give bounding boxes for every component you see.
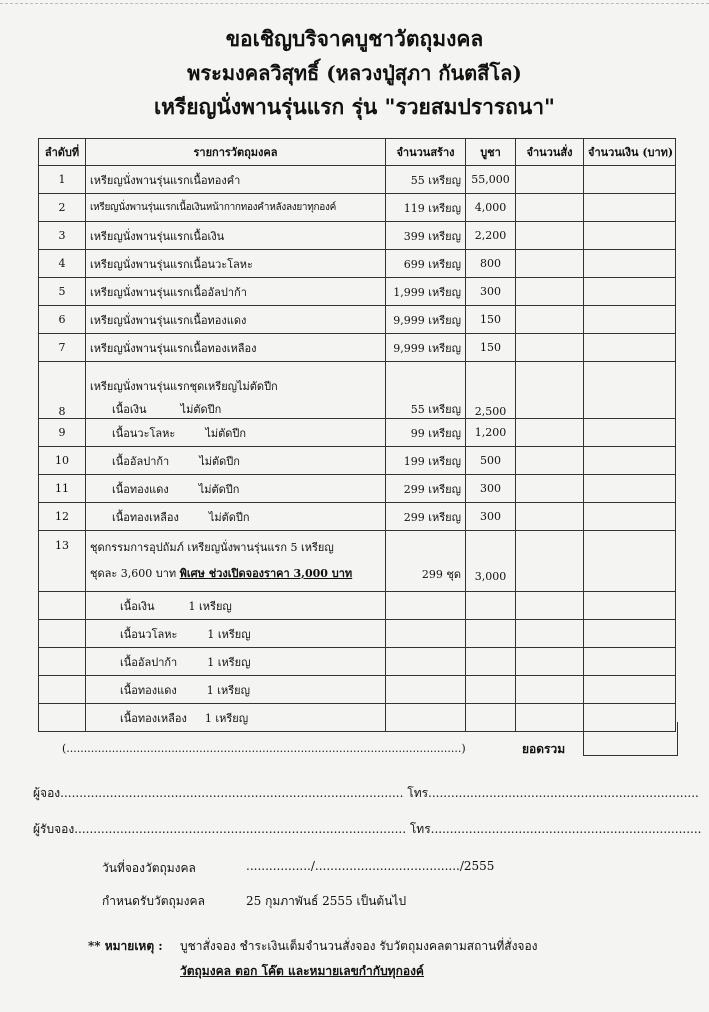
- price: 500: [466, 447, 516, 475]
- total-amount-box[interactable]: [583, 722, 678, 756]
- group-heading: เหรียญนั่งพานรุ่นแรกชุดเหรียญไม่ตัดปีก: [90, 380, 278, 393]
- set-item: [86, 592, 386, 620]
- order-qty-cell[interactable]: [516, 250, 584, 278]
- quantity-made: 299 เหรียญ: [386, 475, 466, 503]
- note-line-2: วัตถุมงคล ตอก โค๊ต และหมายเลขกำกับทุกองค์: [180, 964, 424, 978]
- set-item: [86, 648, 386, 676]
- quantity-made: 9,999 เหรียญ: [386, 306, 466, 334]
- order-qty-cell[interactable]: [516, 278, 584, 306]
- table-row: [39, 250, 676, 278]
- item-name: เหรียญนั่งพานรุ่นแรกเนื้อทองคำ: [86, 166, 386, 194]
- row-number: 5: [39, 278, 86, 306]
- item-material: เนื้ออัลปาก้า: [112, 454, 170, 468]
- set-item-count: 1 เหรียญ: [204, 711, 249, 725]
- item-name: เหรียญนั่งพานรุ่นแรกเนื้ออัลปาก้า: [86, 278, 386, 306]
- amount-cell[interactable]: [584, 531, 676, 592]
- table-row: [39, 447, 676, 475]
- table-row: [39, 334, 676, 362]
- order-qty-cell[interactable]: [516, 447, 584, 475]
- table-row: [39, 419, 676, 447]
- row-number: 8: [39, 362, 86, 419]
- order-qty-cell[interactable]: [516, 362, 584, 419]
- price: 2,500: [466, 362, 516, 419]
- item-name: เหรียญนั่งพานรุ่นแรกเนื้อนวะโลหะ: [86, 250, 386, 278]
- amount-in-words-field[interactable]: (.................................................................................................................): [62, 742, 466, 755]
- row-number: 1: [39, 166, 86, 194]
- item-note: ไม่ตัดปีก: [208, 510, 250, 524]
- price: 300: [466, 475, 516, 503]
- set-description: ชุดกรรมการอุปถัมภ์ เหรียญนั่งพานรุ่นแรก 5 เหรียญ: [90, 541, 334, 554]
- order-qty-cell[interactable]: [516, 531, 584, 592]
- set-special-price: พิเศษ ช่วงเปิดจองราคา 3,000 บาท: [179, 567, 353, 580]
- order-qty-cell[interactable]: [516, 334, 584, 362]
- item-material: เนื้อทองแดง: [112, 482, 169, 496]
- order-qty-cell[interactable]: [516, 306, 584, 334]
- set-item-material: เนื้อนวโลหะ: [120, 627, 178, 641]
- title-line-1: ขอเชิญบริจาคบูชาวัตถุมงคล: [225, 26, 484, 51]
- item-name: [86, 475, 386, 503]
- price: 300: [466, 278, 516, 306]
- item-note: ไม่ตัดปีก: [180, 403, 222, 416]
- table-row: [39, 222, 676, 250]
- title-line-3: เหรียญนั่งพานรุ่นแรก รุ่น "รวยสมปรารถนา": [154, 94, 555, 119]
- quantity-made: 199 เหรียญ: [386, 447, 466, 475]
- table-row: [39, 676, 676, 704]
- top-dashed-border: [0, 3, 709, 4]
- amount-cell[interactable]: [584, 250, 676, 278]
- order-qty-cell[interactable]: [516, 419, 584, 447]
- item-name: เหรียญนั่งพานรุ่นแรกเนื้อทองเหลือง: [86, 334, 386, 362]
- row-number: 11: [39, 475, 86, 503]
- price: 800: [466, 250, 516, 278]
- item-note: ไม่ตัดปีก: [199, 454, 240, 468]
- item-note: ไม่ตัดปีก: [198, 482, 240, 496]
- item-name: [86, 362, 386, 419]
- set-item-count: 1 เหรียญ: [206, 683, 250, 697]
- price: 150: [466, 334, 516, 362]
- row-number: 4: [39, 250, 86, 278]
- price: 2,200: [466, 222, 516, 250]
- table-row: [39, 306, 676, 334]
- order-qty-cell[interactable]: [516, 475, 584, 503]
- note-line-1: บูชาสั่งจอง ชำระเงินเต็มจำนวนสั่งจอง รับวัตถุมงคลตามสถานที่สั่งจอง: [180, 939, 538, 953]
- row-number: 7: [39, 334, 86, 362]
- amount-cell[interactable]: [584, 278, 676, 306]
- quantity-made: 299 เหรียญ: [386, 503, 466, 531]
- order-qty-cell[interactable]: [516, 194, 584, 222]
- quantity-made: 399 เหรียญ: [386, 222, 466, 250]
- row-number: 6: [39, 306, 86, 334]
- price: 300: [466, 503, 516, 531]
- order-qty-cell[interactable]: [516, 503, 584, 531]
- table-row: [39, 503, 676, 531]
- price: 4,000: [466, 194, 516, 222]
- quantity-made: 699 เหรียญ: [386, 250, 466, 278]
- set-item-count: 1 เหรียญ: [207, 655, 251, 669]
- item-material: เนื้อทองเหลือง: [112, 510, 179, 524]
- pickup-date: 25 กุมภาพันธ์ 2555 เป็นต้นไป: [246, 894, 407, 908]
- item-name: เหรียญนั่งพานรุ่นแรกเนื้อเงิน: [86, 222, 386, 250]
- table-row: [39, 278, 676, 306]
- set-item: [86, 676, 386, 704]
- receiver-field[interactable]: ผู้รับจอง....................................................................................... โทร.......................................................................: [33, 822, 702, 836]
- table-row: [39, 531, 676, 592]
- table-row: [39, 166, 676, 194]
- set-item-material: เนื้อทองแดง: [120, 683, 177, 697]
- set-item: [86, 704, 386, 732]
- amount-cell[interactable]: [584, 334, 676, 362]
- quantity-made: 119 เหรียญ: [386, 194, 466, 222]
- item-material: เนื้อนวะโลหะ: [112, 426, 176, 440]
- quantity-made: 1,999 เหรียญ: [386, 278, 466, 306]
- item-name: เหรียญนั่งพานรุ่นแรกเนื้อทองแดง: [86, 306, 386, 334]
- amount-cell[interactable]: [584, 194, 676, 222]
- quantity-made: 55 เหรียญ: [386, 166, 466, 194]
- set-item-material: เนื้อทองเหลือง: [120, 711, 187, 725]
- row-number: 12: [39, 503, 86, 531]
- total-label: ยอดรวม: [522, 742, 566, 756]
- table-row: [39, 362, 676, 419]
- price: 3,000: [466, 531, 516, 592]
- pickup-label: กำหนดรับวัตถุมงคล: [102, 894, 205, 908]
- col-header-item: รายการวัตถุมงคล: [86, 139, 386, 166]
- booking-date-field[interactable]: ................./....................................../2555: [246, 859, 495, 873]
- row-number: 9: [39, 419, 86, 447]
- set-item-material: เนื้อเงิน: [120, 599, 155, 613]
- booker-field[interactable]: ผู้จอง.......................................................................................... โทร.......................................................................: [33, 786, 699, 800]
- table-row: [39, 475, 676, 503]
- col-header-quantity-made: จำนวนสร้าง: [386, 139, 466, 166]
- order-qty-cell[interactable]: [516, 166, 584, 194]
- note-label: ** หมายเหตุ :: [88, 939, 163, 953]
- set-item: [86, 620, 386, 648]
- row-number: 13: [39, 531, 86, 592]
- order-table: [38, 138, 676, 732]
- set-item-material: เนื้ออัลปาก้า: [120, 655, 178, 669]
- quantity-made: 99 เหรียญ: [386, 419, 466, 447]
- quantity-made: 299 ชุด: [386, 531, 466, 592]
- item-name: [86, 419, 386, 447]
- quantity-made: 55 เหรียญ: [386, 362, 466, 419]
- row-number: 3: [39, 222, 86, 250]
- item-name: [86, 503, 386, 531]
- amount-cell[interactable]: [584, 306, 676, 334]
- item-name: [86, 531, 386, 592]
- table-row: [39, 704, 676, 732]
- amount-cell[interactable]: [584, 362, 676, 419]
- set-item-count: 1 เหรียญ: [207, 627, 251, 641]
- amount-cell[interactable]: [584, 475, 676, 503]
- set-regular-price: ชุดละ 3,600 บาท: [90, 567, 180, 580]
- order-qty-cell[interactable]: [516, 222, 584, 250]
- item-note: ไม่ตัดปีก: [205, 426, 247, 440]
- item-material: เนื้อเงิน: [112, 403, 147, 416]
- col-header-order-qty: จำนวนสั่ง: [516, 139, 584, 166]
- set-item-count: 1 เหรียญ: [188, 599, 232, 613]
- item-name: [86, 447, 386, 475]
- price: 1,200: [466, 419, 516, 447]
- amount-cell[interactable]: [584, 419, 676, 447]
- table-row: [39, 620, 676, 648]
- amount-cell[interactable]: [584, 166, 676, 194]
- table-row: [39, 592, 676, 620]
- col-header-price: บูชา: [466, 139, 516, 166]
- amount-cell[interactable]: [584, 222, 676, 250]
- quantity-made: 9,999 เหรียญ: [386, 334, 466, 362]
- title-line-2: พระมงคลวิสุทธิ์ (หลวงปู่สุภา กันตสีโล): [187, 61, 522, 85]
- document-header: [0, 22, 709, 124]
- col-header-no: ลำดับที่: [39, 139, 86, 166]
- table-row: [39, 648, 676, 676]
- price: 55,000: [466, 166, 516, 194]
- row-number: 2: [39, 194, 86, 222]
- amount-cell[interactable]: [584, 503, 676, 531]
- booking-date-label: วันที่จองวัตถุมงคล: [102, 861, 196, 875]
- table-row: [39, 194, 676, 222]
- col-header-amount: จำนวนเงิน (บาท): [584, 139, 676, 166]
- table-header-row: [39, 139, 676, 166]
- amount-cell[interactable]: [584, 447, 676, 475]
- item-name: เหรียญนั่งพานรุ่นแรกเนื้อเงินหน้ากากทองคำหลังลงยาทุกองค์: [86, 194, 386, 222]
- row-number: 10: [39, 447, 86, 475]
- price: 150: [466, 306, 516, 334]
